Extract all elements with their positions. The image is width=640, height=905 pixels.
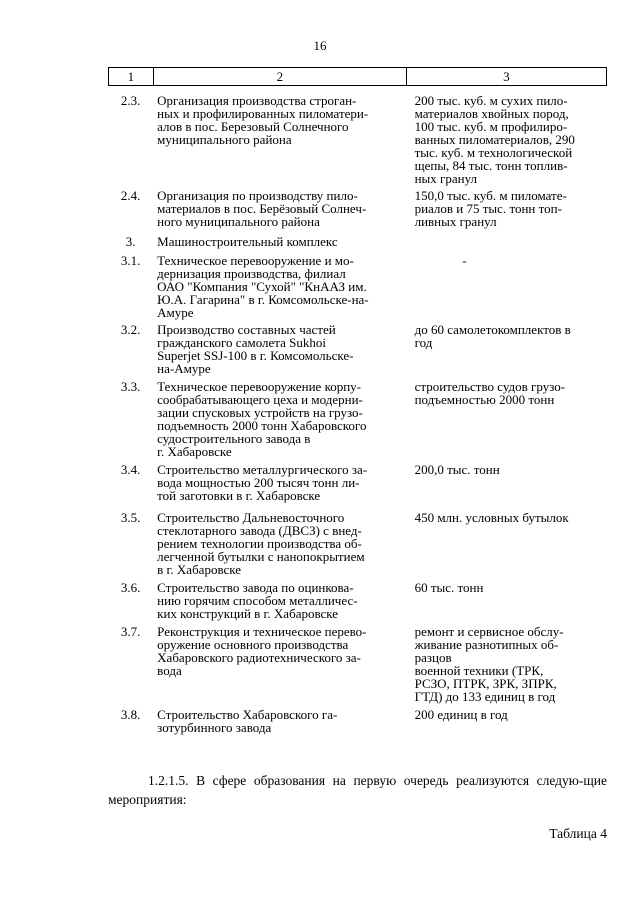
row-result: 200 тыс. куб. м сухих пило- материалов хвойных пород, 100 тыс. куб. м профилиро- ванных пиломатериалов, 290 тыс. куб. м технологической щепы, 84 тыс. тонн топлив- ных гранул [414,93,575,186]
table-caption: Таблица 4 [549,826,607,841]
table-row [108,323,607,380]
table-row [108,235,607,254]
row-number: 2.4. [120,188,141,203]
row-result: строительство судов грузо- подъемностью 2000 тонн [414,379,566,407]
header-col-1: 1 [109,68,154,85]
row-description: Машиностроительный комплекс [157,234,338,249]
row-result-dash: - [462,253,467,268]
row-number: 2.3. [120,93,141,108]
row-result [415,254,607,267]
row-number: 3.6. [120,580,141,595]
row-result: 150,0 тыс. куб. м пиломате- риалов и 75 тыс. тонн топ- ливных гранул [414,188,567,229]
row-number: 3. [125,234,136,249]
table-row [108,463,607,511]
header-col-2: 2 [154,68,407,85]
row-description: Производство составных частей гражданского самолета Sukhoi Superjet SSJ-100 в г. Комсомольске- на-Амуре [157,322,354,376]
row-number: 3.8. [120,707,141,722]
row-number: 3.4. [120,462,141,477]
row-result: до 60 самолетокомплектов в год [414,322,571,350]
row-result: 60 тыс. тонн [414,580,484,595]
page-number: 16 [313,38,327,53]
row-description: Техническое перевооружение корпу- сообрабатывающего цеха и модерни- зации спусковых устройств на грузо- подъемность 2000 тонн Хабаровского судостроительного завода в г. Хабаровске [157,379,367,459]
row-description: Организация производства строган- ных и профилированных пиломатери- алов в пос. Березовый Солнечного муниципального района [157,93,369,147]
row-result: ремонт и сервисное обслу- живание разнотипных об- разцов военной техники (ТРК, РСЗО, ПТРК, ЗРК, ЗПРК, ГТД) до 133 единиц в год [414,624,564,704]
table-row [108,708,607,742]
table-body [108,94,607,742]
row-description: Реконструкция и техническое перево- оружение основного производства Хабаровского радиотехнического за- вода [157,624,367,678]
row-description: Строительство завода по оцинкова- нию горячим способом металличес- ких конструкций в г. Хабаровске [157,580,358,621]
row-number: 3.3. [120,379,141,394]
table-row [108,625,607,708]
row-number: 3.2. [120,322,141,337]
row-description: Строительство Хабаровского га- зотурбинного завода [157,707,338,735]
row-description: Организация по производству пило- материалов в пос. Берёзовый Солнеч- ного муниципального района [157,188,367,229]
row-description: Строительство Дальневосточного стеклотарного завода (ДВСЗ) с внед- рением технологии производства об- легченной бутылки с нанопокрытием в г. Хабаровске [157,510,365,577]
row-result: 200,0 тыс. тонн [414,462,500,477]
row-number: 3.5. [120,510,141,525]
table-row [108,189,607,235]
header-col-3: 3 [503,69,510,84]
row-description: Техническое перевооружение и мо- дернизация производства, филиал ОАО "Компания "Сухой" "КнААЗ им. Ю.А. Гагарина" в г. Комсомольске-на- Амуре [157,253,369,320]
table-header [108,67,607,86]
row-result: 450 млн. условных бутылок [414,510,569,525]
table-row [108,380,607,463]
row-number: 3.7. [120,624,141,639]
row-number: 3.1. [120,253,141,268]
row-result: 200 единиц в год [414,707,508,722]
row-description: Строительство металлургического за- вода мощностью 200 тысяч тонн ли- той заготовки в г. Хабаровске [157,462,368,503]
table-row [108,94,607,189]
table-row [108,581,607,625]
section-paragraph: 1.2.1.5. В сфере образования на первую очередь реализуются следую-щие мероприятия: [108,773,607,807]
table-row [108,511,607,581]
table-row [108,254,607,323]
